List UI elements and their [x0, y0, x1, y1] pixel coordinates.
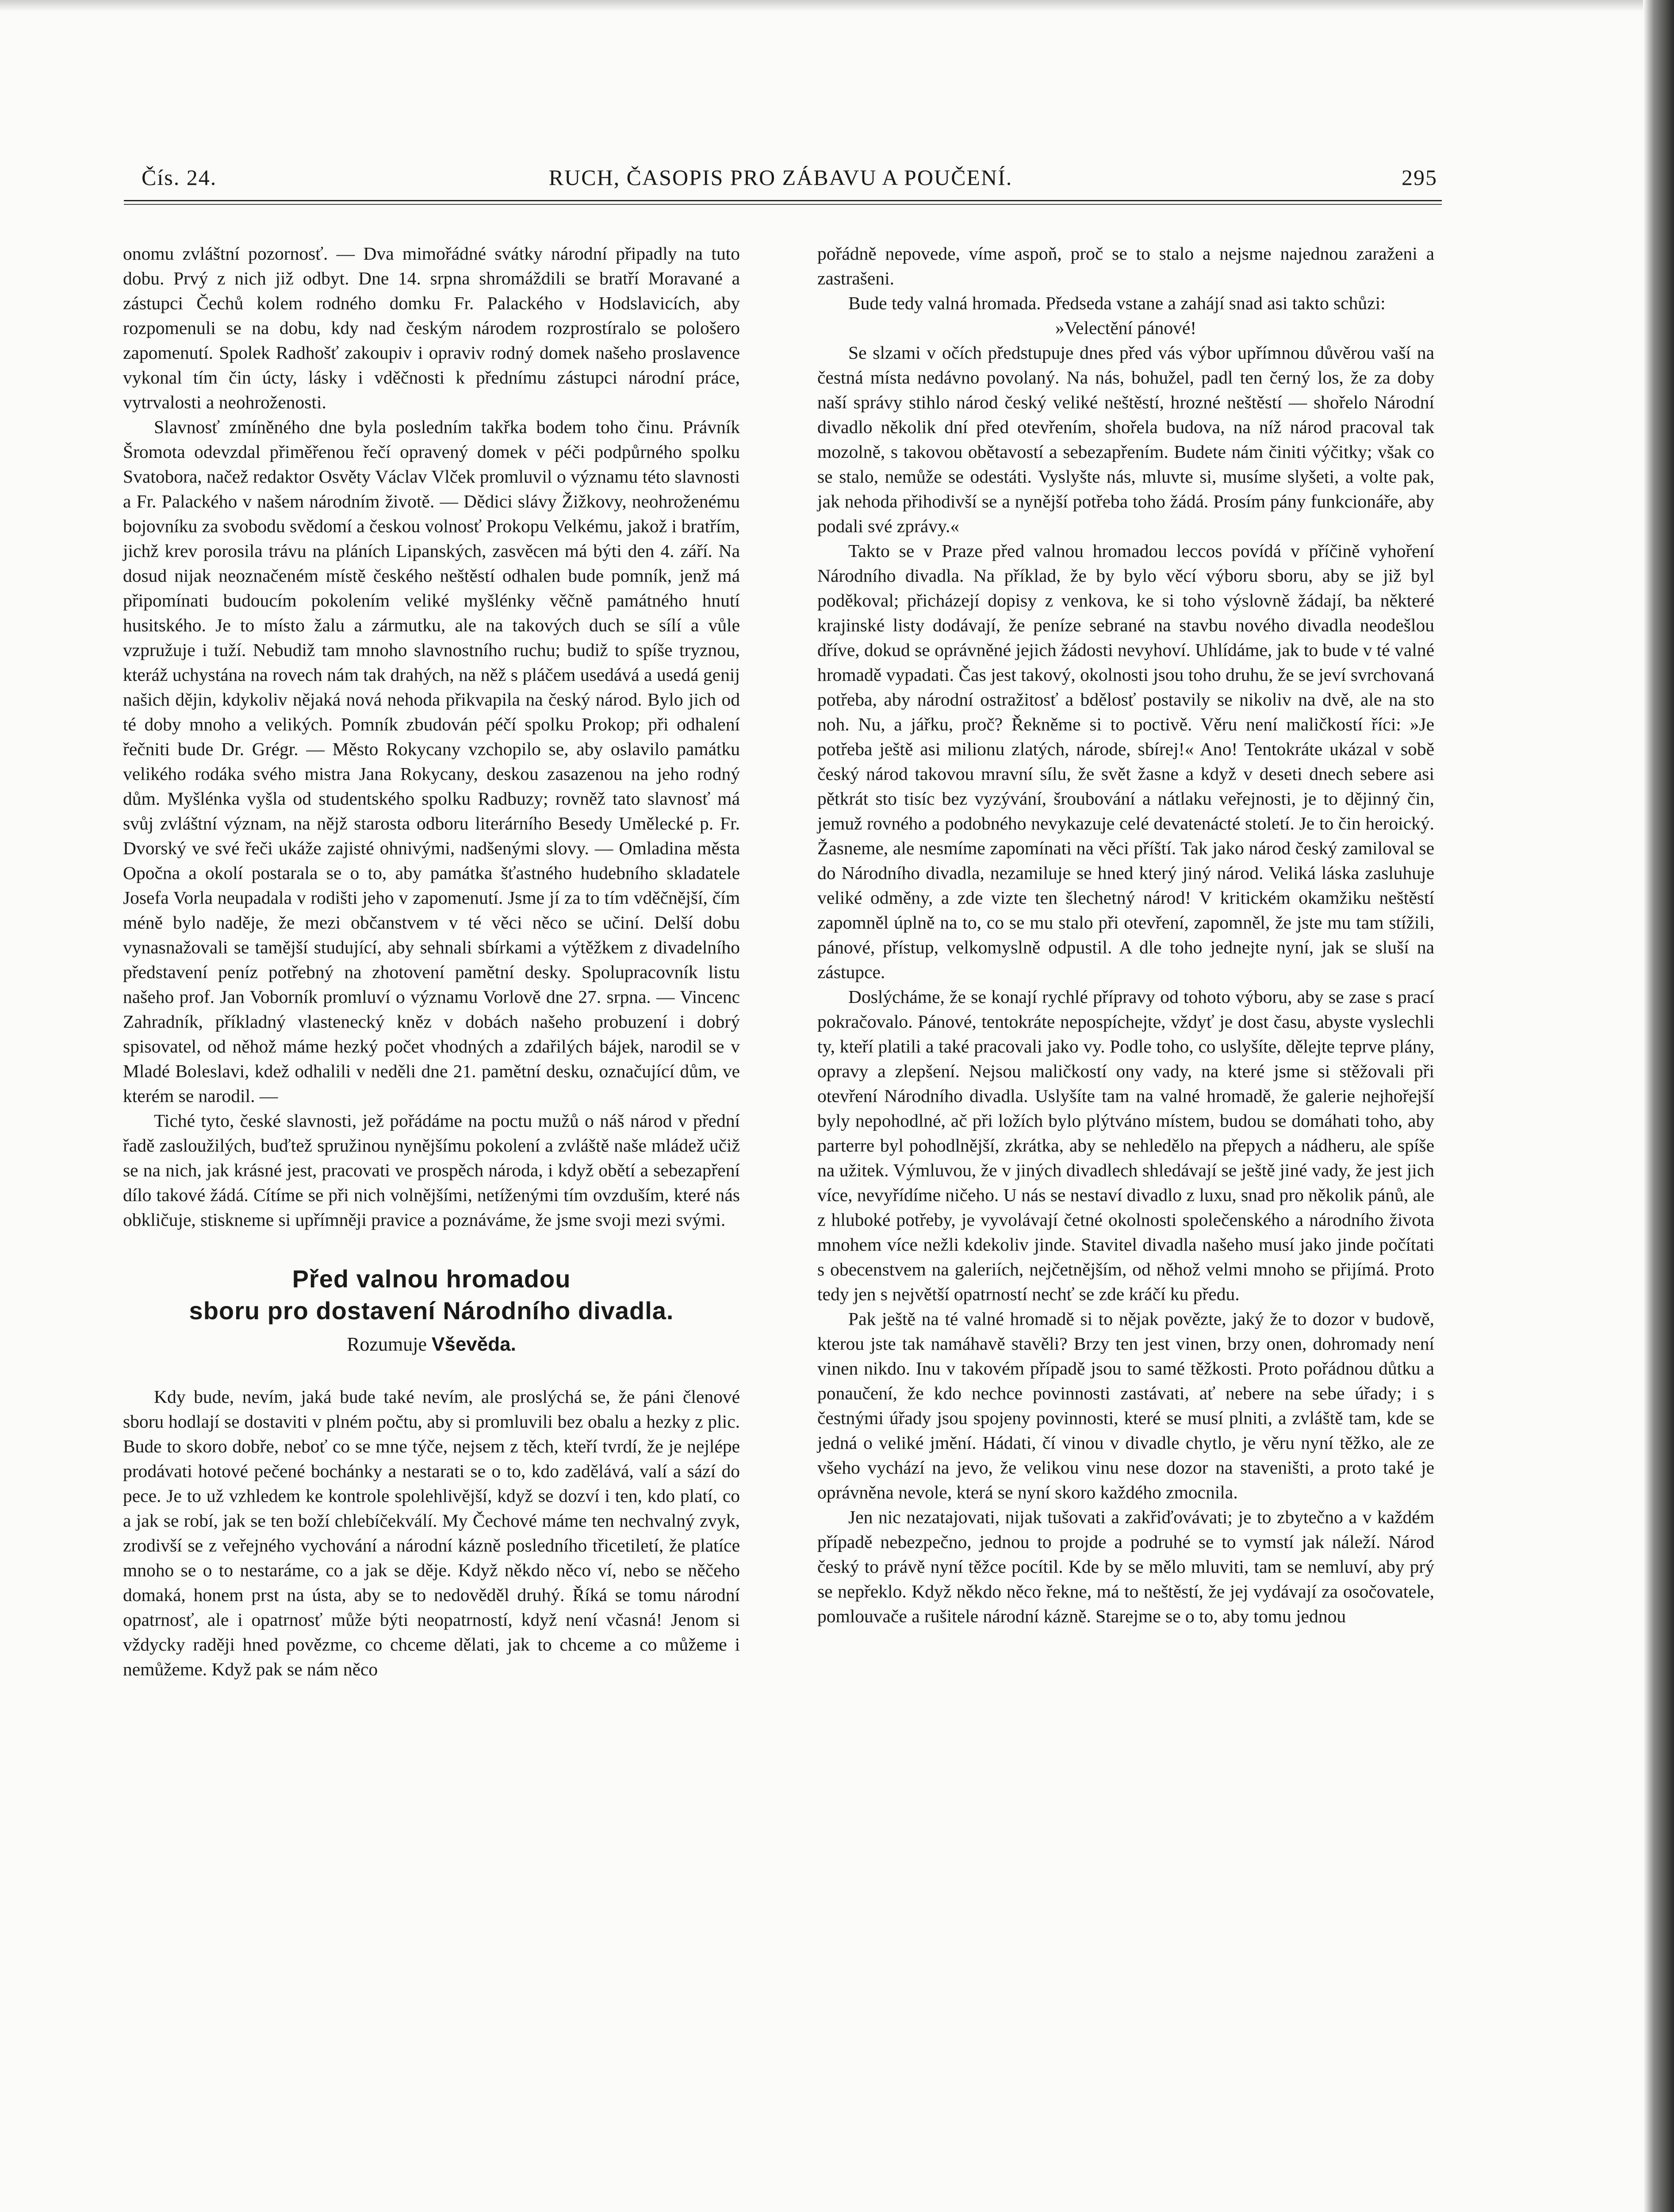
- paragraph: Bude tedy valná hromada. Předseda vstane a zahájí snad asi takto schůzi:: [848, 293, 1386, 313]
- byline-prefix: Rozumuje: [347, 1333, 427, 1355]
- paragraph: Slavnosť zmíněného dne byla posledním takřka bodem toho činu. Právník Šromota odevzdal přiměřenou řečí opravený domek v péči podpůrného spolku Svatobora, načež redaktor Osvěty Václav Vlček promluvil o významu této slavnosti a Fr. Palackého v našem národním životě. — Dědici slávy Žižkovy, neohroženému bojovníku za svobodu svědomí a českou volnosť Prokopu Velkému, jakož i bratřím, jichž krev porosila trávu na pláních Lipanských, zasvěcen má býti den 4. září. Na dosud nijak neoznačeném místě českého neštěstí odhalen bude pomník, jenž má připomínati budoucím pokolením veliké myšlénky věčně památného hnutí husitského. Je to místo žalu a zármutku, ale na takových duch se sílí a vůle vzpružuje i tuží. Nebudiž tam mnoho slavnostního ruchu; budiž to spíše tryznou, kteráž uchystána na rovech nám tak drahých, na něž s pláčem usedává a usedá genij našich dějin, kdykoliv nějaká nová nehoda přikvapila na český národ. Bylo jich od té doby mnoho a velikých. Pomník zbudován péčí spolku Prokop; při odhalení řečniti bude Dr. Grégr. — Město Rokycany vzchopilo se, aby oslavilo památku velikého rodáka svého mistra Jana Rokycany, deskou zasazenou na jeho rodný dům. Myšlénka vyšla od studentského spolku Radbuzy; rovněž tato slavnosť má svůj zvláštní význam, na nějž starosta odboru literárního Besedy Umělecké p. Fr. Dvorský ve své řeči ukáže zajisté ohnivými, nadšenými slovy. — Omladina města Opočna a okolí postarala se o to, aby památka šťastného hudebního skladatele Josefa Vorla neupadala v rodišti jeho v zapomenutí. Jsme jí za to tím vděčnější, čím méně bylo naděje, že mezi občanstvem v té věci něco se učiní. Delší dobu vynasnažovali se tamější studující, aby sehnali sbírkami a výtěžkem z divadelního představení peníz potřebný na zhotovení pamětní desky. Spolupracovník listu našeho prof. Jan Voborník promluví o významu Vorlově dne 27. srpna. — Vincenc Zahradník, příkladný vlastenecký kněz v dobách našeho probuzení i dobrý spisovatel, od něhož máme hezký počet vhodných a zdařilých bájek, narodil se v Mladé Boleslavi, kdež odhalili v neděli dne 21. pamětní desku, označující dům, ve kterém se narodil. —: [123, 417, 740, 1106]
- scan-edge-right: [1643, 0, 1674, 2212]
- paragraph: Doslýcháme, že se konají rychlé přípravy od tohoto výboru, aby se zase s prací pokračovalo. Pánové, tentokráte nepospíchejte, vždyť je dost času, abyste vyslechli ty, kteří platili a také pracovali jako vy. Podle toho, co uslyšíte, dělejte teprve plány, opravy a zlepšení. Nejsou maličkostí ony vady, na které jsme si stěžovali při otevření Národního divadla. Uslyšíte tam na valné hromadě, že galerie nejhořejší byly nepohodlné, ač při ložích bylo plýtváno místem, budou se domáhati toho, aby parterre byl pohodlnější, zkrátka, aby se nehledělo na přepych a nádheru, ale spíše na užitek. Výmluvou, že v jiných divadlech shledávají se ještě jiné vady, že jest jich více, nevyřídíme ničeho. U nás se nestaví divadlo z luxu, snad pro několik pánů, ale z hluboké potřeby, je vyvolávají četné okolnosti společenského a národního života mnohem více nežli kdekoliv jinde. Stavitel divadla našeho musí jako jinde počítati s obecenstvem na galeriích, nejčetnějším, od něhož velmi mnoho se přijímá. Proto tedy jen s největší opatrností nechť se zde kráčí ku předu.: [817, 987, 1434, 1304]
- header-rule: [124, 200, 1442, 205]
- paragraph: Pak ještě na té valné hromadě si to nějak povězte, jaký že to dozor v budově, kterou jste tak namáhavě stavěli? Brzy ten jest vinen, brzy onen, dohromady není vinen nikdo. Inu v takovém případě jsou to samé těžkosti. Proto pořádnou důtku a ponaučení, že kdo nechce povinnosti zastávati, ať nebere na sebe úřady; i s čestnými úřady jsou spojeny povinnosti, které se musí plniti, a zvláště tam, kde se jedná o veliké jmění. Hádati, čí vinou v divadle chytlo, je věru nyní těžko, ale ze všeho vychází na jevo, že velikou vinu nese dozor na staveništi, a proto také je oprávněna nevole, která se nyní skoro každého zmocnila.: [817, 1309, 1434, 1502]
- paragraph: onomu zvláštní pozornosť. — Dva mimořádné svátky národní připadly na tuto dobu. Prvý z nich již odbyt. Dne 14. srpna shromáždili se bratří Moravané a zástupci Čechů kolem rodného domku Fr. Palackého v Hodslavicích, aby rozpomenuli se na dobu, kdy nad českým národem rozprostíralo se pološero zapomenutí. Spolek Radhošť zakoupiv i opraviv rodný domek našeho proslavence vykonal tím čin úcty, lásky i vděčnosti k přednímu zástupci národní práce, vytrvalosti a neohroženosti.: [123, 243, 740, 412]
- paragraph: Tiché tyto, české slavnosti, jež pořádáme na poctu mužů o náš národ v přední řadě zasloužilých, buďtež spružinou nynějšímu pokolení a zvláště naše mládež učiž se na nich, jak krásné jest, pracovati ve prospěch národa, i když obětí a sebezapření dílo takové žádá. Cítíme se při nich volnějšími, netíženými tím ovzduším, které nás obkličuje, stiskneme si upřímněji pravice a poznáváme, že jsme svoji mezi svými.: [123, 1110, 740, 1230]
- journal-title: RUCH, ČASOPIS PRO ZÁBAVU A POUČENÍ.: [548, 165, 1013, 190]
- article-title-line: Před valnou hromadou: [292, 1265, 571, 1293]
- article-title: [123, 1263, 740, 1327]
- byline-author: Vševěda.: [432, 1333, 516, 1355]
- paragraph: Takto se v Praze před valnou hromadou leccos povídá v příčině vyhoření Národního divadla. Na příklad, že by bylo věcí výboru sboru, aby se již byl poděkoval; přicházejí dopisy z venkova, ke si toho výslovně žádají, ba některé krajinské listy dodávají, že peníze sebrané na stavbu nového divadla neodešlou dříve, dokud se oprávněné jejich žádosti nevyhoví. Uhlídáme, jak to bude v té valné hromadě vypadati. Čas jest takový, okolnosti jsou toho druhu, že se jeví svrchovaná potřeba, aby národní ostražitosť a bdělosť postavily se nikoliv na dvě, ale na sto noh. Nu, a jářku, proč? Řekněme si to poctivě. Věru není maličkostí říci: »Je potřeba ještě asi milionu zlatých, národe, sbírej!« Ano! Tentokráte ukázal v sobě český národ takovou mravní sílu, že svět žasne a když v deseti dnech sebere asi pětkrát sto tisíc bez vyzývání, šroubování a nátlaku veřejnosti, je to dějinný čin, jemuž rovného a podobného nevykazuje celé devatenácté století. Je to čin heroický. Žasneme, ale nesmíme zapomínati na věci příští. Tak jako národ český zamiloval se do Národního divadla, nezamiluje se hned který jiný národ. Veliká láska zasluhuje veliké odměny, a zde vizte ten šlechetný národ! V kritickém okamžiku neštěstí zapomněl úplně na to, co se mu stalo při otevření, zapomněl, že jste mu tam stížili, pánové, přístup, velkomyslně odpustil. A dle toho jednejte nyní, jak se sluší na zástupce.: [817, 541, 1434, 982]
- paragraph: Se slzami v očích předstupuje dnes před vás výbor upřímnou důvěrou vaší na čestná místa nedávno povolaný. Na nás, bohužel, padl ten černý los, že za doby naší správy stihlo národ český veliké neštěstí, hrozné neštěstí — shořelo Národní divadlo několik dní před otevřením, shořela budova, na níž národ pracoval tak mozolně, s takovou obětavostí a sebezapřením. Budete nám činiti výčitky; však co se stalo, nemůže se odestáti. Vyslyšte nás, mluvte si, musíme slyšeti, a volte pak, jak nehoda přihodivší se a nynější potřeba toho žádá. Prosím pány funkcionáře, aby podali své zprávy.«: [817, 342, 1434, 536]
- byline: [123, 1331, 740, 1358]
- paragraph: Kdy bude, nevím, jaká bude také nevím, ale proslýchá se, že páni členové sboru hodlají se dostaviti v plném počtu, aby si promluvili bez obalu a hezky z plic. Bude to skoro dobře, neboť co se mne týče, nejsem z těch, kteří tvrdí, že je nejlépe prodávati hotové pečené bochánky a nestarati se o to, kdo zadělává, valí a sází do pece. Je to už vzhledem ke kontrole spolehlivější, když se dozví i ten, kdo platí, co a jak se robí, jak se ten boží chlebíčekválí. My Čechové máme ten nechvalný zvyk, zrodivší se z veřejného vychování a národní kázně posledního třicetiletí, že platíce mnoho se o to nestaráme, co a jak se děje. Když někdo něco ví, nebo se něčeho domaká, honem prst na ústa, aby se to nedověděl druhý. Říká se tomu národní opatrnosť, ale i opatrnosť může býti neopatrností, když není včasná! Jenom si vždycky raději hned povězme, co chceme dělati, jak to chceme a co můžeme i nemůžeme. Když pak se nám něco: [123, 1386, 740, 1679]
- left-column: [123, 241, 740, 1682]
- scan-edge-top: [0, 0, 1674, 12]
- issue-number: Čís. 24.: [142, 165, 217, 190]
- right-column: [817, 241, 1434, 1628]
- paragraph: pořádně nepovede, víme aspoň, proč se to stalo a nejsme najednou zaraženi a zastrašeni.: [817, 243, 1434, 288]
- article-title-line: sboru pro dostavení Národního divadla.: [189, 1297, 674, 1325]
- paragraph: Jen nic nezatajovati, nijak tušovati a zakřiďovávati; je to zbytečno a v každém případě nebezpečno, jednou to projde a podruhé se to vymstí jak náleží. Národ český to právě nyní těžce pocítil. Kde by se mělo mluviti, tam se nemluví, aby prý se nepřeklo. Když někdo něco řekne, má to neštěstí, že jej vydávají za osočovatele, pomlouvače a rušitele národní kázně. Starejme se o to, aby tomu jednou: [817, 1507, 1434, 1626]
- page-number: 295: [1402, 165, 1437, 190]
- running-header: [124, 165, 1437, 196]
- salutation: »Velectění pánové!: [1055, 318, 1197, 338]
